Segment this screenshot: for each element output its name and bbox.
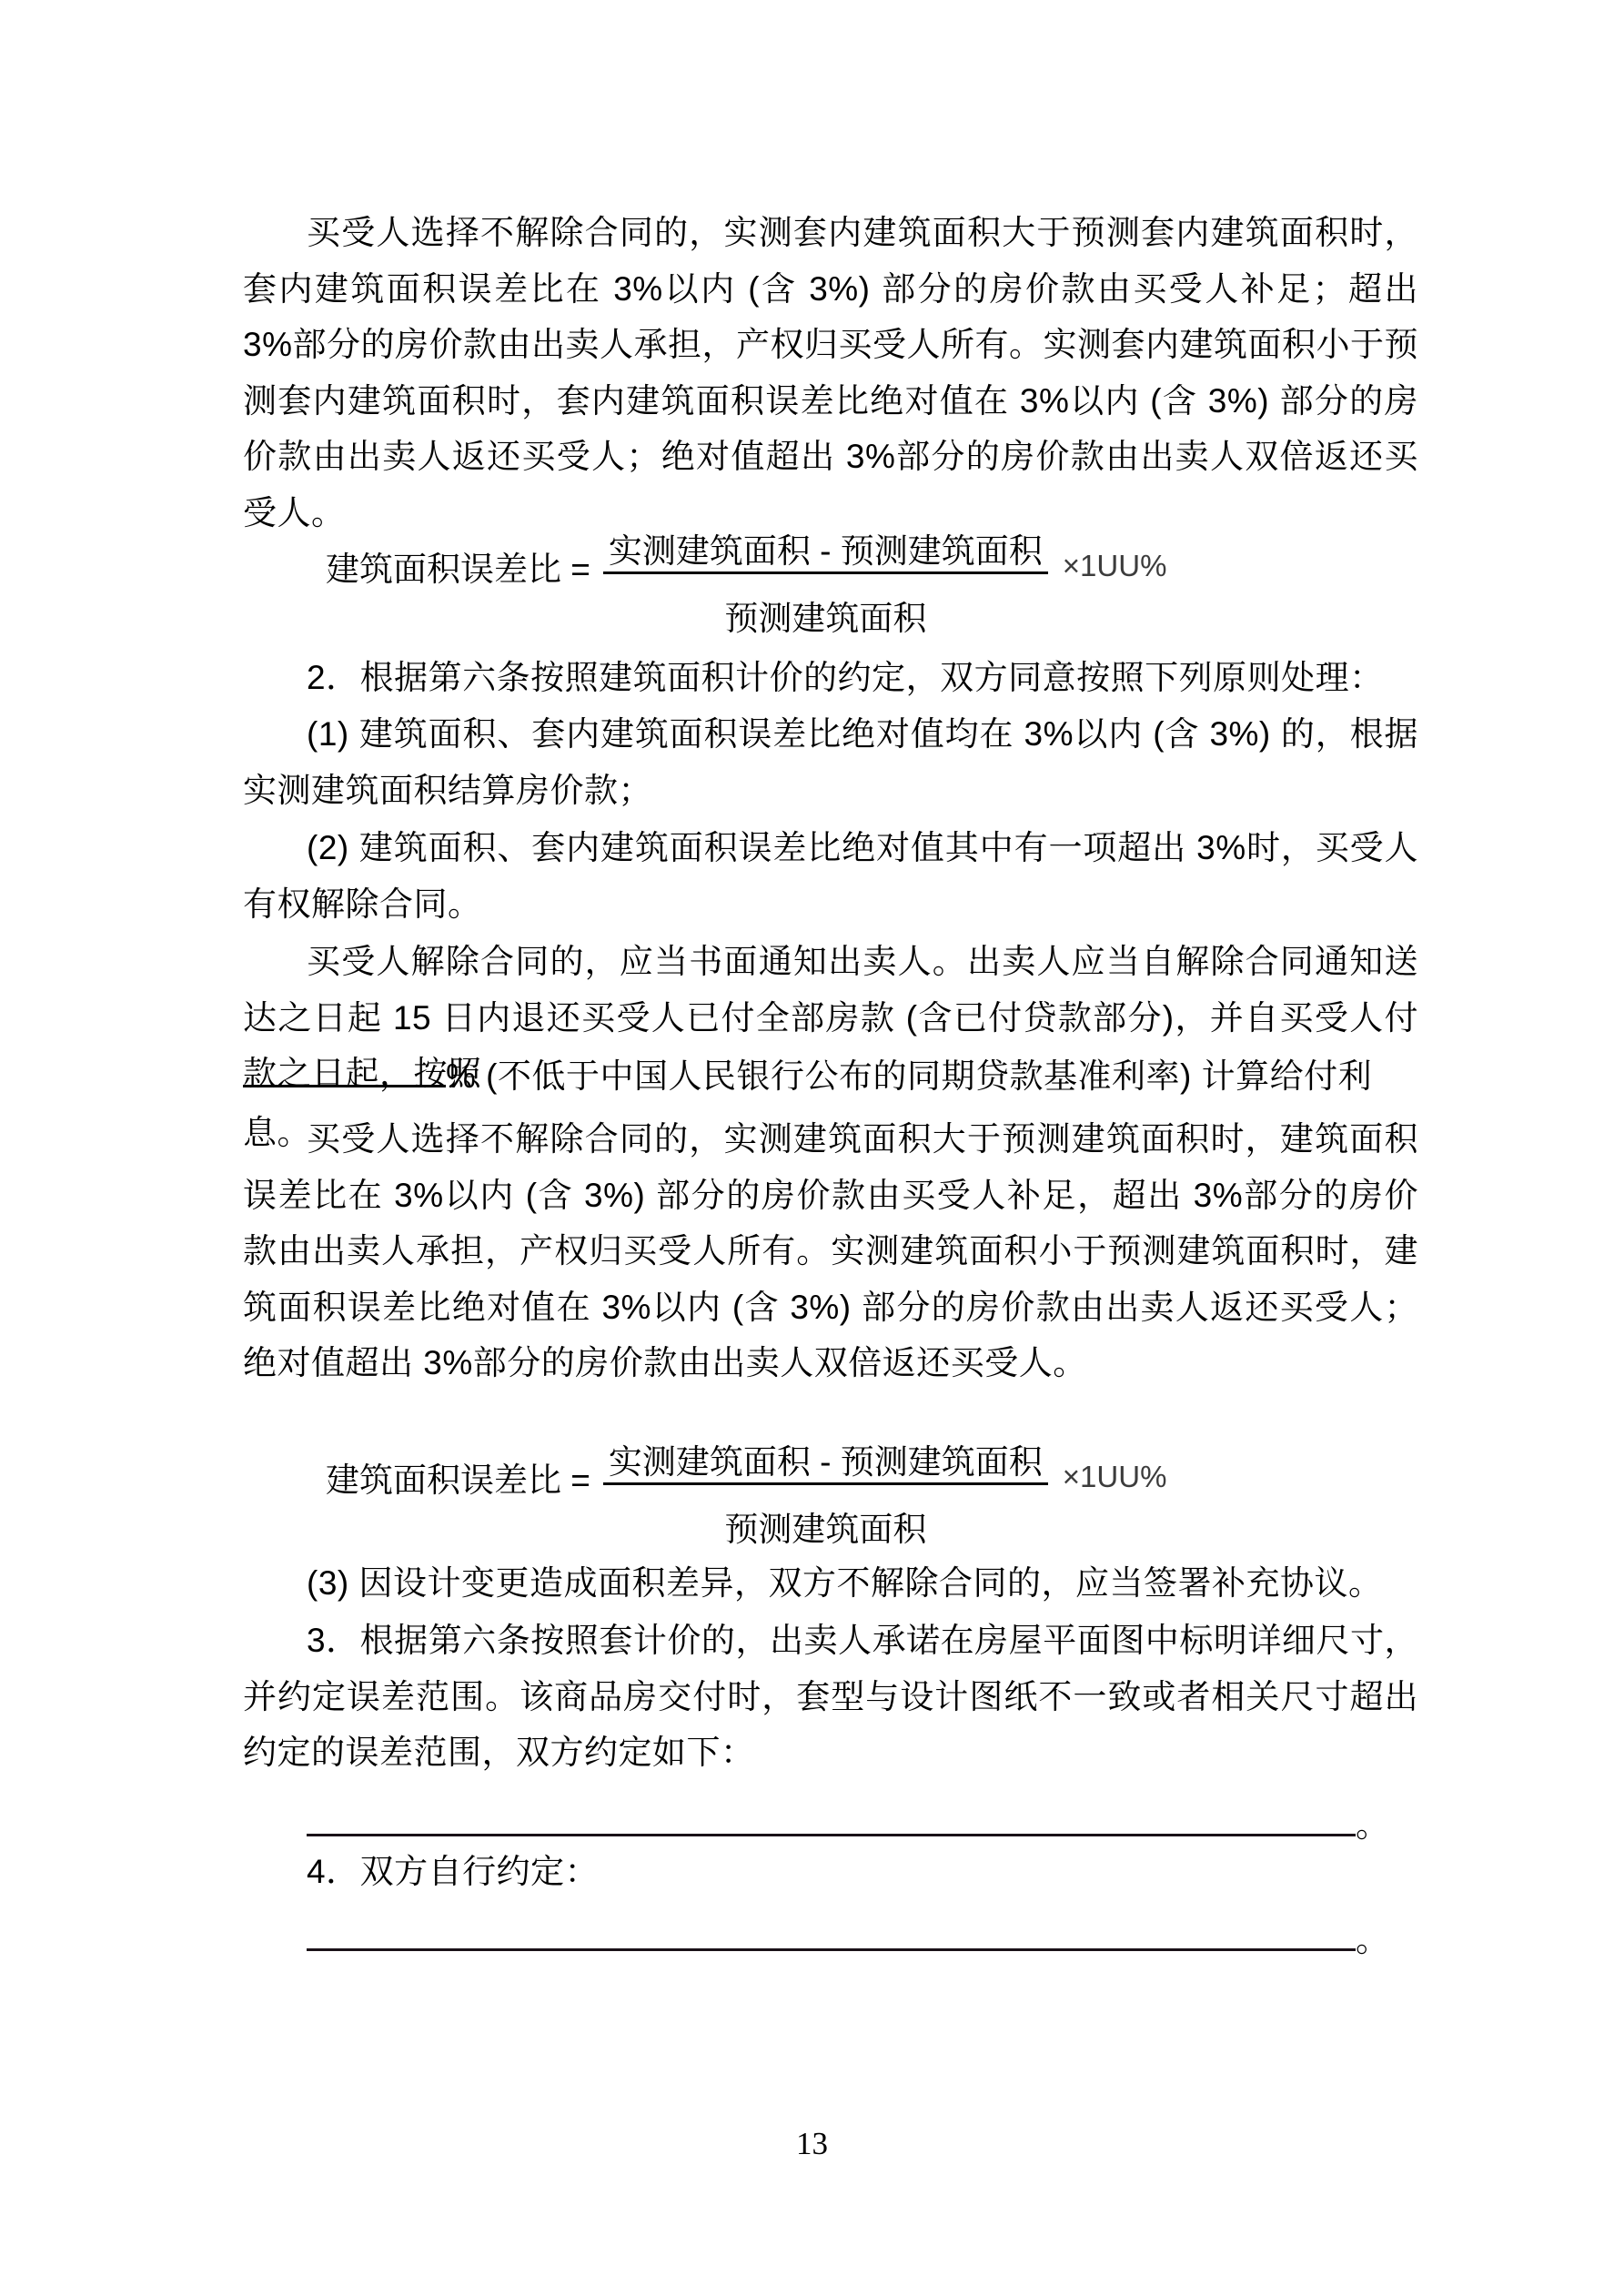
formula-label: 建筑面积误差比 = — [326, 1462, 590, 1499]
page-number: 13 — [796, 2126, 828, 2161]
paragraph-item-4: 4．双方自行约定： — [307, 1853, 600, 1890]
formula-denominator: 预测建筑面积 — [724, 600, 927, 637]
blank-underline-interest-rate — [243, 1055, 446, 1087]
formula-multiplier: ×1UU% — [1062, 549, 1167, 582]
interest-rate-suffix: % (不低于中国人民银行公布的同期贷款基准利率) 计算给付利息。 — [243, 1057, 1373, 1151]
formula-numerator: 实测建筑面积 - 预测建筑面积 — [603, 1445, 1048, 1485]
formula-area-error-ratio-1 — [326, 534, 1166, 635]
blank-underline — [307, 1804, 1356, 1836]
formula-area-error-ratio-2 — [326, 1445, 1166, 1546]
formula-label: 建筑面积误差比 = — [326, 551, 590, 588]
paragraph-item-3: 3．根据第六条按照套计价的，出卖人承诺在房屋平面图中标明详细尺寸，并约定误差范围。该商品房交付时，套型与设计图纸不一致或者相关尺寸超出约定的误差范围，双方约定如下： — [243, 1622, 1418, 1771]
paragraph-item-2-1: (1) 建筑面积、套内建筑面积误差比绝对值均在 3%以内 (含 3%) 的，根据实测建筑面积结算房价款； — [243, 715, 1418, 809]
formula-fraction — [603, 1445, 1048, 1546]
paragraph-item-2-2: (2) 建筑面积、套内建筑面积误差比绝对值其中有一项超出 3%时，买受人有权解除合同。 — [243, 829, 1418, 923]
paragraph-rescind-refund: 买受人解除合同的，应当书面通知出卖人。出卖人应当自解除合同通知送达之日起 15 日内退还买受人已付全部房款 (含已付贷款部分)，并自买受人付款之日起，按照 — [243, 943, 1418, 1092]
paragraph-item-2-3: (3) 因设计变更造成面积差异，双方不解除合同的，应当签署补充协议。 — [307, 1564, 1383, 1602]
formula-denominator: 预测建筑面积 — [724, 1511, 927, 1548]
paragraph-inner-area-no-rescind: 买受人选择不解除合同的，实测套内建筑面积大于预测套内建筑面积时，套内建筑面积误差比在 3%以内 (含 3%) 部分的房价款由买受人补足；超出 3%部分的房价款由出卖人承担，产权归买受人所有。实测套内建筑面积小于预测套内建筑面积时，套内建筑面积误差比绝对值在 3%以内 (含 3%) 部分的房价款由出卖人返还买受人；绝对值超出 3%部分的房价款由出卖人双倍返还买受人。 — [243, 214, 1418, 531]
paragraph-area-no-rescind: 买受人选择不解除合同的，实测建筑面积大于预测建筑面积时，建筑面积误差比在 3%以内 (含 3%) 部分的房价款由买受人补足，超出 3%部分的房价款由出卖人承担，产权归买受人所有。实测建筑面积小于预测建筑面积时，建筑面积误差比绝对值在 3%以内 (含 3%) 部分的房价款由出卖人返还买受人；绝对值超出 3%部分的房价款由出卖人双倍返还买受人。 — [243, 1120, 1418, 1381]
blank-underline — [307, 1918, 1356, 1951]
formula-numerator: 实测建筑面积 - 预测建筑面积 — [603, 534, 1048, 574]
paragraph-item-2-heading: 2．根据第六条按照建筑面积计价的约定，双方同意按照下列原则处理： — [307, 659, 1384, 696]
blank-line-period: 。 — [1356, 1806, 1389, 1844]
blank-line-period: 。 — [1356, 1921, 1389, 1958]
formula-fraction — [603, 534, 1048, 635]
formula-multiplier: ×1UU% — [1062, 1460, 1167, 1493]
blank-line-agreement-2 — [307, 1912, 1418, 1968]
